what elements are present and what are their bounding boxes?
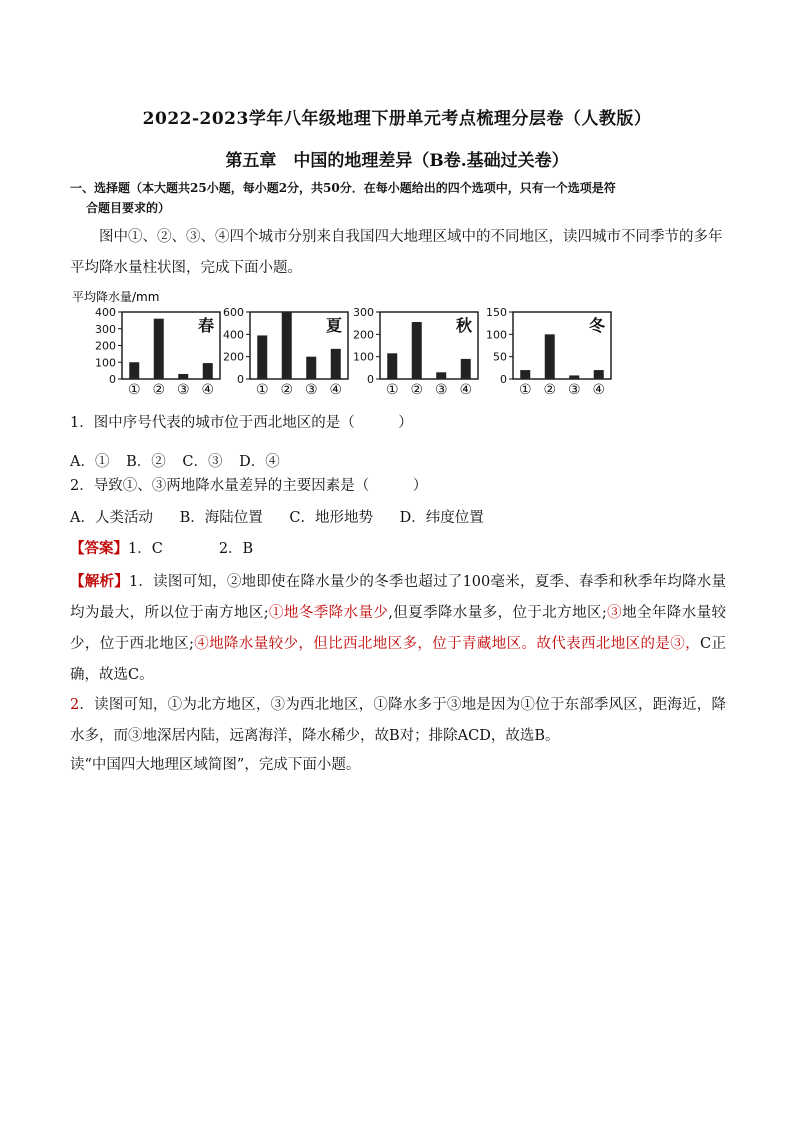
bar [461,359,471,379]
category-label: ① [518,382,532,398]
category-label: ③ [434,382,448,398]
y-tick-label: 200 [353,328,374,342]
section-line-2: 合题目要求的） [86,201,171,215]
analysis-2 [70,690,726,752]
bar [520,370,530,379]
bar [331,349,341,379]
bar [412,322,422,379]
answer-2: 2．B [218,541,254,557]
question-intro: 图中①、②、③、④四个城市分别来自我国四大地理区域中的不同地区，读四城市不同季节的多年平均降水量柱状图，完成下面小题。 [70,229,723,276]
category-label: ② [543,382,557,398]
season-label: 夏 [325,316,342,335]
question-2-stem: 2．导致①、③两地降水量差异的主要因素是（ ） [70,478,428,494]
season-label: 春 [197,316,214,335]
analysis-1-part-1: 1．读图可知，②地即使在降水量少的冬季也超过了100毫米，夏季、春季和秋季年均降水量均为最大，所以位于南方地区; [70,574,727,621]
y-tick-label: 200 [95,339,116,353]
bar [569,375,579,379]
y-tick-label: 0 [367,373,374,386]
q1-option-d[interactable]: D．④ [239,454,280,470]
category-label: ③ [176,382,190,398]
y-tick-label: 600 [223,306,244,319]
bar [306,357,316,379]
analysis-1-part-7: C正确，故选C。 [70,636,726,683]
category-label: ③ [567,382,581,398]
bar [203,363,213,379]
category-label: ④ [459,382,473,398]
y-tick-label: 100 [486,328,507,342]
analysis-1 [70,566,726,691]
answer-1: 1．C [128,541,163,557]
category-label: ① [385,382,399,398]
q2-option-c[interactable]: C．地形地势 [289,510,373,526]
question-1 [70,411,730,474]
q2-option-d[interactable]: D．纬度位置 [399,510,484,526]
y-tick-label: 400 [95,306,116,319]
analysis-label: 【解析】 [70,573,129,590]
y-tick-label: 300 [353,306,374,319]
season-label: 秋 [455,316,472,335]
y-tick-label: 100 [95,356,116,370]
category-label: ① [127,382,141,398]
category-label: ④ [592,382,606,398]
y-tick-label: 400 [223,328,244,342]
analysis-1-part-6: ④地降水量较少，但比西北地区多，位于青藏地区。故代表西北地区的是③， [193,636,701,652]
bar [257,335,267,379]
section-line-1: 一、选择题（本大题共25小题，每小题2分，共50分．在每小题给出的四个选项中，只有一个选项是符 [70,181,616,195]
y-tick-label: 150 [486,306,507,319]
chart-ylabel: 平均降水量/mm [72,290,160,304]
bar [594,370,604,379]
analysis-1-part-2: ①地冬季降水量少 [268,605,389,621]
bar [282,312,292,379]
category-label: ① [255,382,269,398]
category-label: ④ [329,382,343,398]
y-tick-label: 100 [353,350,374,364]
question-2 [70,474,730,530]
bar [154,319,164,379]
read-instruction: 读“中国四大地理区域简图”，完成下面小题。 [70,757,361,773]
category-label: ③ [304,382,318,398]
bar [129,362,139,379]
analysis-1-part-3: ,但夏季降水量多，位于北方地区; [388,605,607,621]
q1-option-a[interactable]: A．① [70,454,110,470]
bar [178,374,188,379]
category-label: ④ [201,382,215,398]
precipitation-charts [70,290,630,402]
question-2-options [70,506,730,530]
y-tick-label: 0 [500,373,507,386]
y-tick-label: 200 [223,350,244,364]
y-tick-label: 50 [493,350,507,364]
analysis-1-part-4: ③ [606,605,623,621]
chapter-subtitle: 第五章 中国的地理差异（B卷.基础过关卷） [225,151,569,171]
y-tick-label: 0 [109,373,116,386]
analysis-1-part-5: 地全年降水量较少，位于西北地区; [70,605,727,652]
analysis-2-text: ．读图可知，①为北方地区，③为西北地区，①降水多于③地是因为①位于东部季风区，距海近，降水多，而③地深居内陆，远离海洋，降水稀少，故B对；排除ACD，故选B。 [70,697,726,744]
paper-title: 2022-2023学年八年级地理下册单元考点梳理分层卷（人教版） [142,109,652,129]
category-label: ② [152,382,166,398]
category-label: ② [410,382,424,398]
season-label: 冬 [588,316,605,335]
y-tick-label: 0 [237,373,244,386]
answer-label: 【答案】 [70,540,128,557]
question-1-options [70,450,730,474]
bar [545,334,555,379]
q1-option-c[interactable]: C．③ [182,454,223,470]
section-heading [70,178,730,218]
category-label: ② [280,382,294,398]
q2-option-a[interactable]: A．人类活动 [70,510,153,526]
y-tick-label: 300 [95,322,116,336]
answer-line [70,537,730,561]
q1-option-b[interactable]: B．② [126,454,166,470]
bar [387,353,397,379]
q2-option-b[interactable]: B．海陆位置 [179,510,263,526]
question-1-stem: 1．图中序号代表的城市位于西北地区的是（ ） [70,415,413,431]
analysis-2-number: 2 [70,697,80,713]
bar [436,372,446,379]
